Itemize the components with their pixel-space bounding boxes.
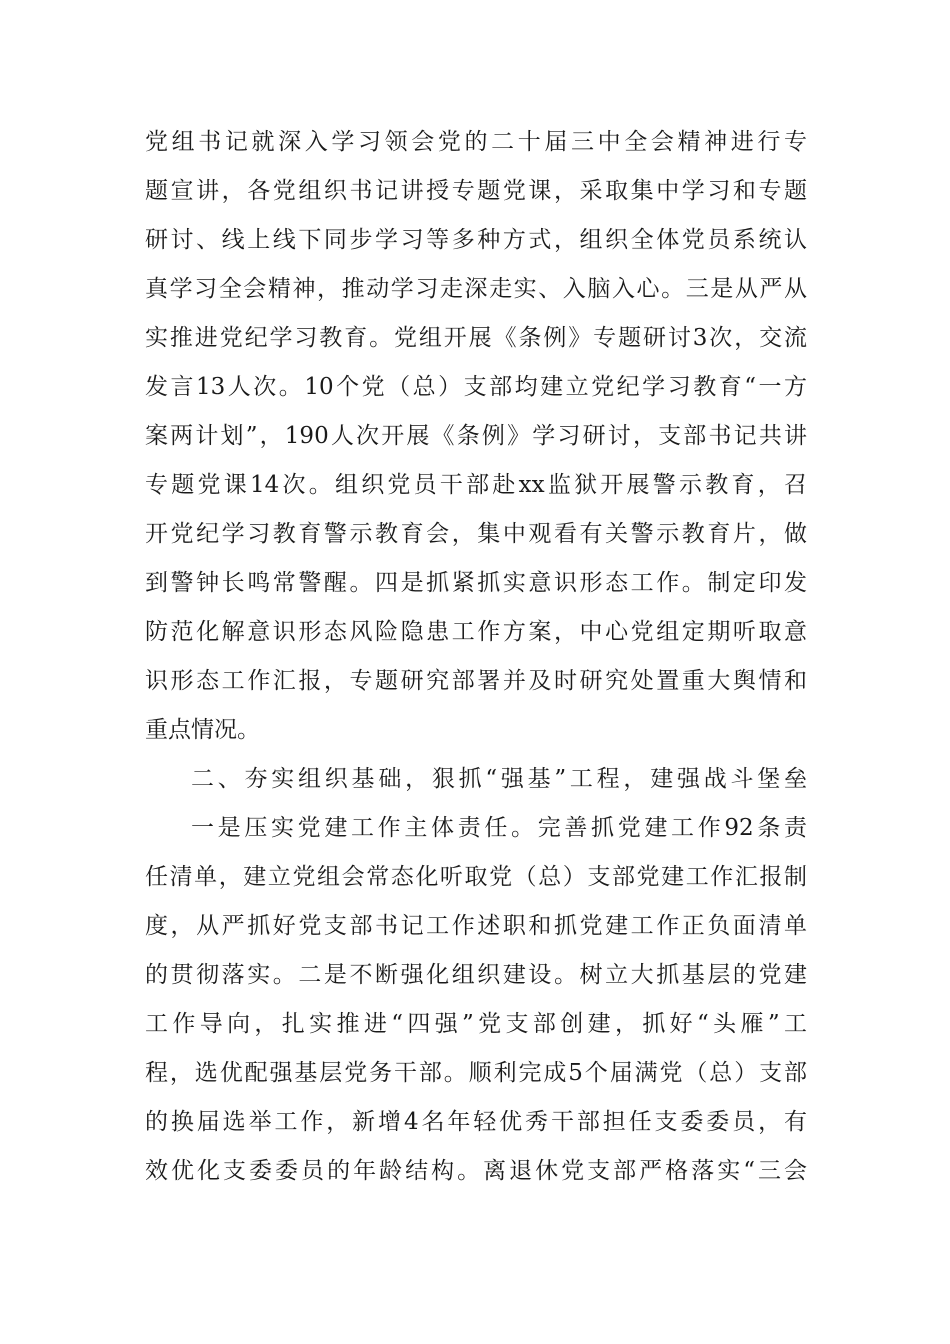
text-line: 研讨、线上线下同步学习等多种方式，组织全体党员系统认	[145, 227, 807, 253]
text-line: 防范化解意识形态风险隐患工作方案，中心党组定期听取意	[145, 619, 807, 645]
text-line: 党组书记就深入学习领会党的二十届三中全会精神进行专	[145, 129, 807, 155]
text-line: 的换届选举工作，新增4名年轻优秀干部担任支委委员，有	[145, 1109, 807, 1135]
text-line: 题宣讲，各党组织书记讲授专题党课，采取集中学习和专题	[145, 178, 807, 204]
text-line: 发言13人次。10个党（总）支部均建立党纪学习教育“一方	[145, 374, 807, 400]
text-line: 实推进党纪学习教育。党组开展《条例》专题研讨3次，交流	[145, 325, 807, 351]
text-line: 工作导向，扎实推进“四强”党支部创建，抓好“头雁”工	[145, 1011, 807, 1037]
text-line: 开党纪学习教育警示教育会，集中观看有关警示教育片，做	[145, 521, 807, 547]
text-line: 任清单，建立党组会常态化听取党（总）支部党建工作汇报制	[145, 864, 807, 890]
text-line: 真学习全会精神，推动学习走深走实、入脑入心。三是从严从	[145, 276, 807, 302]
text-line: 的贯彻落实。二是不断强化组织建设。树立大抓基层的党建	[145, 962, 807, 988]
text-line: 到警钟长鸣常警醒。四是抓紧抓实意识形态工作。制定印发	[145, 570, 807, 596]
text-line: 程，选优配强基层党务干部。顺利完成5个届满党（总）支部	[145, 1060, 807, 1086]
section-heading: 二、夯实组织基础，狠抓“强基”工程，建强战斗堡垒	[191, 766, 807, 792]
paragraph-end-line: 重点情况。	[145, 717, 260, 743]
text-line: 度，从严抓好党支部书记工作述职和抓党建工作正负面清单	[145, 913, 807, 939]
paragraph-start-line: 一是压实党建工作主体责任。完善抓党建工作92条责	[191, 815, 807, 841]
text-line: 专题党课14次。组织党员干部赴xx监狱开展警示教育，召	[145, 472, 807, 498]
text-line: 案两计划”，190人次开展《条例》学习研讨，支部书记共讲	[145, 423, 807, 449]
text-line: 识形态工作汇报，专题研究部署并及时研究处置重大舆情和	[145, 668, 807, 694]
document-body	[145, 122, 807, 1200]
text-line: 效优化支委委员的年龄结构。离退休党支部严格落实“三会	[145, 1158, 807, 1184]
